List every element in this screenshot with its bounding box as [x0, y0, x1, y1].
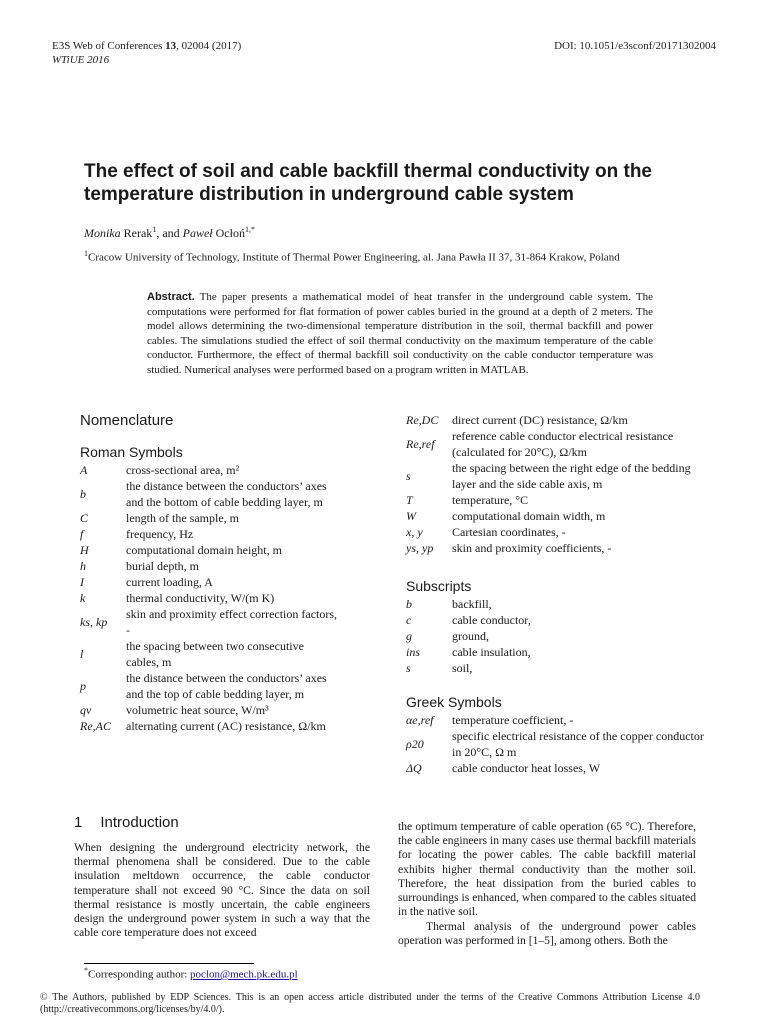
- nom-desc: Cartesian coordinates, -: [452, 525, 566, 539]
- author-sep: , and: [156, 226, 183, 240]
- nom-symbol: s: [406, 469, 411, 483]
- nom-symbol: b: [406, 597, 412, 611]
- nom-symbol: H: [80, 543, 89, 557]
- nom-row: [406, 524, 706, 540]
- roman-symbols-table-continued: [406, 412, 706, 556]
- nom-row: [406, 540, 706, 556]
- intro-paragraph-left: When designing the underground electricity network, the thermal phenomena shall be considered. Due to the cable insulation meltdown occurrence, the cable conductor temperature shall not exceed 90 °C. Since the data on soil thermal resistance is mostly uncertain, the cable engineers design the underground power system in such a way that the cable core temperature does not exceed: [74, 841, 370, 940]
- nom-symbol: Re,AC: [80, 719, 111, 733]
- nom-symbol: Re,DC: [406, 413, 439, 427]
- nom-row: [80, 590, 338, 606]
- nom-row: [406, 596, 706, 612]
- greek-symbols-table: [406, 712, 706, 776]
- author-1-first: Monika: [84, 226, 121, 240]
- nom-desc: computational domain height, m: [126, 543, 282, 557]
- subscripts-table: [406, 596, 706, 676]
- nom-row: [406, 612, 706, 628]
- nom-desc: reference cable conductor electrical resistance (calculated for 20°C), Ω/km: [452, 429, 674, 459]
- nom-desc: burial depth, m: [126, 559, 199, 573]
- author-2-last: Ocłoń: [212, 226, 245, 240]
- abstract-text: The paper presents a mathematical model of heat transfer in the underground cable system. The computations were performed for flat formation of power cables buried in the ground at a depth of 2 meters. The model allows determining the two-dimensional temperature distribution in the soil, thermal backfill and power cables. The simulations studied the effect of soil thermal conductivity on the maximum temperature of the cable conductor. Furthermore, the effect of thermal backfill soil conductivity on the cable conductor temperature was studied. Numerical analyses were performed based on a program written in MATLAB.: [147, 291, 653, 376]
- author-list: [84, 225, 255, 241]
- nom-desc: alternating current (AC) resistance, Ω/km: [126, 719, 326, 733]
- nom-symbol: f: [80, 527, 84, 541]
- nom-symbol: T: [406, 493, 413, 507]
- nom-desc: length of the sample, m: [126, 511, 239, 525]
- nom-desc: the spacing between the right edge of the bedding layer and the side cable axis, m: [452, 461, 691, 491]
- nom-symbol: s: [406, 661, 411, 675]
- nom-desc: cable conductor heat losses, W: [452, 761, 601, 775]
- author-2-sup: 1,*: [244, 225, 255, 234]
- nom-row: [80, 670, 338, 702]
- nom-symbol: W: [406, 509, 416, 523]
- nom-symbol: h: [80, 559, 86, 573]
- nom-row: [80, 558, 338, 574]
- paper-title: The effect of soil and cable backfill thermal conductivity on the temperature distribution in underground cable system: [84, 161, 652, 205]
- nom-symbol: p: [80, 679, 86, 693]
- subscripts-heading: Subscripts: [406, 578, 472, 594]
- nom-row: [80, 510, 338, 526]
- footnote: [84, 966, 298, 981]
- section-number: 1: [74, 814, 83, 831]
- nom-desc: backfill,: [452, 597, 492, 611]
- section-title: Introduction: [100, 814, 179, 831]
- journal-issue: , 02004 (2017): [176, 40, 242, 52]
- nom-row: [406, 460, 706, 492]
- nom-desc: temperature coefficient, -: [452, 713, 574, 727]
- roman-symbols-table: [80, 462, 338, 734]
- section-heading-introduction: [74, 814, 179, 831]
- affiliation-text: Cracow University of Technology, Institute of Thermal Power Engineering, al. Jana Pawła II 37, 31-864 Krakow, Poland: [88, 251, 620, 264]
- nom-desc: direct current (DC) resistance, Ω/km: [452, 413, 628, 427]
- nom-row: [80, 542, 338, 558]
- nom-desc: cable insulation,: [452, 645, 531, 659]
- nom-desc: skin and proximity effect correction factors, -: [126, 607, 338, 637]
- nom-row: [406, 428, 706, 460]
- nom-symbol: ins: [406, 645, 421, 659]
- nom-row: [406, 492, 706, 508]
- intro-paragraph-right-2: Thermal analysis of the underground power cables operation was performed in [1–5], among others. Both the: [398, 920, 696, 948]
- nom-desc: frequency, Hz: [126, 527, 194, 541]
- nom-row: [406, 508, 706, 524]
- nom-row: [80, 574, 338, 590]
- nom-row: [406, 660, 706, 676]
- nom-symbol: C: [80, 511, 89, 525]
- journal-line: [52, 40, 241, 52]
- nom-symbol: c: [406, 613, 412, 627]
- roman-symbols-heading: Roman Symbols: [80, 444, 183, 460]
- nom-symbol: x, y: [406, 525, 423, 539]
- nom-row: [406, 644, 706, 660]
- nom-desc: computational domain width, m: [452, 509, 606, 523]
- nom-symbol: Re,ref: [406, 437, 435, 451]
- nom-desc: cable conductor,: [452, 613, 531, 627]
- nom-row: [406, 628, 706, 644]
- nom-symbol: ks, kp: [80, 615, 108, 629]
- abstract: [147, 290, 653, 378]
- nom-symbol: ΔQ: [406, 761, 422, 775]
- nom-symbol: ys, yp: [406, 541, 434, 555]
- nom-desc: volumetric heat source, W/m³: [126, 703, 269, 717]
- nom-symbol: αe,ref: [406, 713, 434, 727]
- nom-symbol: A: [80, 463, 88, 477]
- nomenclature-heading: Nomenclature: [80, 412, 174, 429]
- nom-symbol: ρ20: [406, 737, 424, 751]
- nom-desc: temperature, °C: [452, 493, 529, 507]
- license-notice: © The Authors, published by EDP Sciences. This is an open access article distributed under the terms of the Creative Commons Attribution License 4.0 (http://creativecommons.org/licenses/by/4.0/).: [40, 992, 700, 1015]
- nom-desc: specific electrical resistance of the copper conductor in 20°C, Ω m: [452, 729, 704, 759]
- nom-symbol: I: [80, 575, 84, 589]
- nom-desc: thermal conductivity, W/(m K): [126, 591, 275, 605]
- corresponding-email-link[interactable]: poclon@mech.pk.edu.pl: [190, 968, 298, 981]
- greek-symbols-heading: Greek Symbols: [406, 694, 502, 710]
- author-2-first: Paweł: [182, 226, 213, 240]
- nom-row: [80, 702, 338, 718]
- nom-row: [406, 760, 706, 776]
- nom-desc: current loading, A: [126, 575, 213, 589]
- nom-symbol: g: [406, 629, 412, 643]
- nom-symbol: k: [80, 591, 86, 605]
- nom-row: [80, 462, 338, 478]
- footnote-rule: [84, 963, 254, 964]
- nom-row: [80, 718, 338, 734]
- author-1-last: Rerak: [120, 226, 153, 240]
- nom-row: [80, 606, 338, 638]
- nom-row: [406, 412, 706, 428]
- intro-paragraph-right-1: the optimum temperature of cable operation (65 °C). Therefore, the cable engineers in many cases use thermal backfill materials for locating the power cables. The cable backfill material exhibits higher thermal conductivity than the mother soil. Therefore, the heat dissipation from the buried cables to surroundings is enhanced, when compared to the cables situated in the native soil.: [398, 820, 696, 919]
- nom-desc: ground,: [452, 629, 489, 643]
- nom-row: [80, 478, 338, 510]
- nom-desc: the spacing between two consecutive cables, m: [126, 639, 304, 669]
- footnote-label: Corresponding author:: [88, 968, 191, 981]
- nom-desc: cross-sectional area, m²: [126, 463, 240, 477]
- nom-row: [80, 638, 338, 670]
- abstract-label: Abstract.: [147, 291, 195, 303]
- nom-symbol: qv: [80, 703, 92, 717]
- nom-desc: soil,: [452, 661, 473, 675]
- journal-name: E3S Web of Conferences: [52, 40, 166, 52]
- nom-row: [406, 712, 706, 728]
- nom-desc: skin and proximity coefficients, -: [452, 541, 612, 555]
- doi[interactable]: DOI: 10.1051/e3sconf/20171302004: [554, 40, 716, 52]
- nom-symbol: b: [80, 487, 86, 501]
- nom-desc: the distance between the conductors’ axes and the bottom of cable bedding layer, m: [126, 479, 327, 509]
- conference-name: WTiUE 2016: [52, 54, 110, 66]
- affiliation: [84, 249, 620, 264]
- nom-desc: the distance between the conductors’ axes and the top of cable bedding layer, m: [126, 671, 327, 701]
- nom-row: [406, 728, 706, 760]
- nom-symbol: l: [80, 647, 84, 661]
- nom-row: [80, 526, 338, 542]
- author-1-sup: 1: [152, 225, 157, 234]
- affiliation-sup: 1: [84, 249, 88, 258]
- journal-volume: 13: [165, 40, 177, 52]
- footnote-mark: *: [84, 966, 88, 975]
